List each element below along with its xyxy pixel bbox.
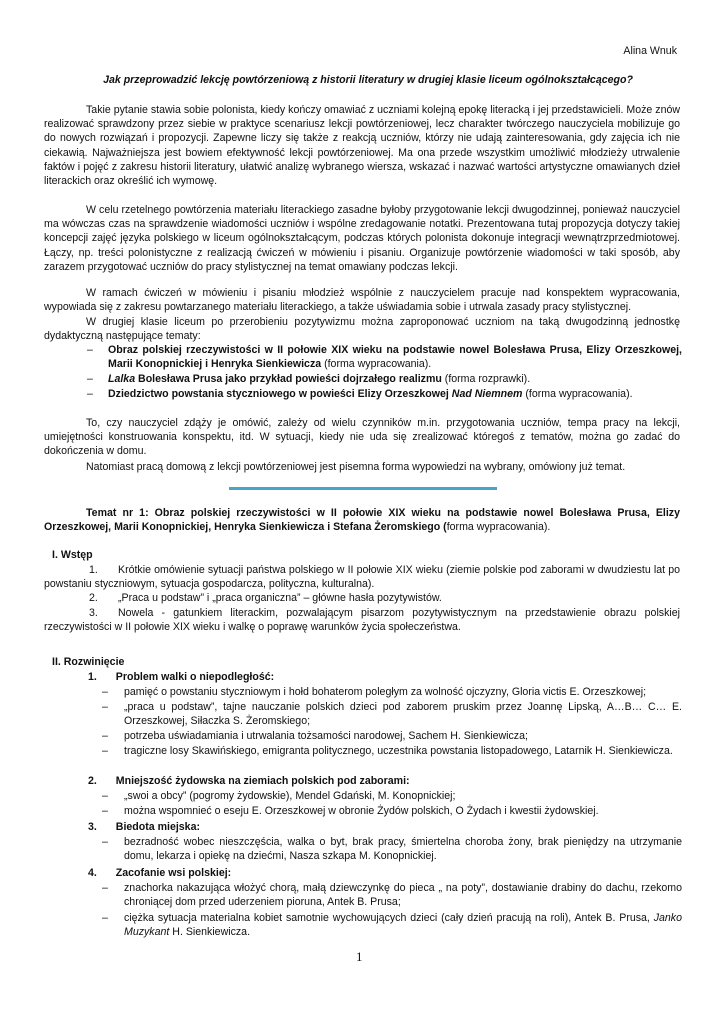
item-text: bezradność wobec nieszczęścia, walka o byt, brak pracy, śmiertelna choroba żony, brak pieniędzy na utrzymanie domu, lekarza i opiekę na dziećmi, Nasza szkapa M. Konopnickiej. [124, 836, 682, 863]
section-4-item-1 [102, 881, 682, 909]
intro-item-3 [44, 606, 680, 634]
topic-2-title: Bolesława Prusa jako przykład powieści dojrzałego realizmu [135, 373, 442, 385]
intro-item-number: 1. [89, 564, 98, 576]
intro-paragraph-2: W celu rzetelnego powtórzenia materiału literackiego zasadne byłoby przygotowanie lekcji dwugodzinnej, ponieważ nauczyciel ma wówczas czas na sprawdzenie wiadomości uczniów i wspólne zredagowanie notatki. Prezentowana tutaj propozycja dotyczy takiej koncepcji zajęć języka polskiego w liceum ogólnokształcącym, podczas których polonista dokonuje integracji wewnątrzprzedmiotowej. Łączy, np. treści polonistyczne z realizacją ćwiczeń w mówieniu i pisaniu. Organizuje powtórzenie wiadomości w taki sposób, aby zarazem przygotować uczniów do pracy stylistycznej na temat omawiany podczas lekcji. [44, 204, 680, 273]
section-1-heading [88, 670, 274, 684]
dash-bullet: – [102, 882, 108, 894]
section-divider [229, 487, 497, 490]
topic-1-title: Obraz polskiej rzeczywistości w II połowie XIX wieku na podstawie nowel Bolesława Prusa, Elizy Orzeszkowej, Marii Konopnickiej i Henryka Sienkiewicza [108, 344, 682, 371]
topic-3-book: Nad Niemnem [451, 388, 523, 400]
section-title: Mniejszość żydowska na ziemiach polskich pod zaborami: [115, 775, 410, 787]
item-text: potrzeba uświadamiania i utrwalania tożsamości narodowej, Sachem H. Sienkiewicza; [124, 730, 528, 742]
section-1-item-4 [102, 744, 682, 758]
page-number: 1 [356, 949, 363, 964]
section-number: 3. [88, 821, 97, 833]
section-3-item-1 [102, 835, 682, 863]
document-title: Jak przeprowadzić lekcję powtórzeniową z historii literatury w drugiej klasie liceum ogólnokształcącego? [103, 74, 633, 86]
topic-item-2 [87, 372, 682, 386]
topic-1-form: (forma wypracowania). [321, 358, 432, 371]
topic-3-form: (forma wypracowania). [522, 388, 633, 400]
section-1-item-3 [102, 729, 682, 743]
section-2-item-1 [102, 789, 682, 803]
topic-2-book: Lalka [108, 373, 136, 385]
topic-1-heading-bold: Temat nr 1: Obraz polskiej rzeczywistości w II połowie XIX wieku na podstawie nowel Bolesława Prusa, Elizy Orzeszkowej, Marii Konopnickiej, Henryka Sienkiewicza i Stefana Żeromskiego ( [44, 507, 680, 534]
item-text: pamięć o powstaniu styczniowym i hołd bohaterom poległym za wolność ojczyzny, Gloria victis E. Orzeszkowej; [124, 686, 647, 698]
paragraph-6: Natomiast pracą domową z lekcji powtórzeniowej jest pisemna forma wypowiedzi na wybrany, omówiony już temat. [86, 461, 626, 473]
section-4-item-2 [102, 911, 682, 939]
topic-item-1 [87, 343, 682, 371]
dash-bullet: – [102, 790, 108, 802]
item-text: „swoi a obcy” (pogromy żydowskie), Mendel Gdański, M. Konopnickiej; [124, 790, 456, 802]
section-3-heading [88, 820, 200, 834]
dash-bullet: – [102, 686, 108, 698]
intro-item-text: Krótkie omówienie sytuacji państwa polskiego w II połowie XIX wieku (ziemie polskie pod zaborami w dwudziestu lat po powstaniu styczniowym, sytuacja gospodarcza, polityczna, kulturalna). [44, 564, 680, 591]
dash-bullet: – [102, 805, 108, 817]
section-title: Problem walki o niepodległość: [115, 671, 275, 683]
section-2-heading [88, 774, 410, 788]
section-number: 2. [88, 775, 97, 787]
topic-3-title: Dziedzictwo powstania styczniowego w powieści Elizy Orzeszkowej [108, 388, 452, 400]
item-text: można wspomnieć o eseju E. Orzeszkowej w obronie Żydów polskich, O Żydach i kwestii żydowskiej. [124, 805, 599, 817]
item-text: „praca u podstaw”, tajne nauczanie polskich dzieci pod zaborem pruskim przez Joannę Lipską, A…B… C… E. Orzeszkowej, Siłaczka S. Żeromskiego; [124, 701, 682, 728]
intro-paragraph-4: W drugiej klasie liceum po przerobieniu pozytywizmu można zaproponować uczniom na taką dwugodzinną jednostkę dydaktyczną następujące tematy: [44, 316, 680, 343]
topic-1-heading-form: forma wypracowania). [446, 521, 551, 534]
section-2-item-2 [102, 804, 682, 818]
development-heading: II. Rozwinięcie [52, 656, 125, 668]
topic-1-heading [44, 506, 680, 534]
dash-bullet: – [102, 912, 108, 924]
dash-bullet: – [87, 344, 93, 356]
section-number: 4. [88, 867, 97, 879]
intro-item-text: „Praca u podstaw” i „praca organiczna” – główne hasła pozytywistów. [118, 592, 442, 605]
paragraph-5: To, czy nauczyciel zdąży je omówić, zależy od wielu czynników m.in. przygotowania uczniów, tempa pracy na lekcji, umiejętności konstruowania konspektu, itd. W sytuacji, kiedy nie uda się zrealizować któregoś z tematów, można go zadać do dokończenia w domu. [44, 417, 680, 458]
dash-bullet: – [102, 745, 108, 757]
intro-items [44, 563, 680, 634]
dash-bullet: – [102, 730, 108, 742]
item-text: ciężka sytuacja materialna kobiet samotnie wychowujących dzieci (cały dzień pracują na roli), Antek B. Prusa, [124, 912, 650, 924]
intro-heading: I. Wstęp [52, 549, 93, 561]
item-text: H. Sienkiewicza. [172, 926, 251, 939]
section-number: 1. [88, 671, 97, 683]
section-1-item-1 [102, 685, 682, 699]
intro-paragraph-3: W ramach ćwiczeń w mówieniu i pisaniu młodzież wspólnie z nauczycielem pracuje nad konspektem wypracowania, wypowiada się z zakresu powtarzanego materiału literackiego, a także uświadamia sobie i utrwala zasady pracy stylistycznej. [44, 287, 680, 314]
dash-bullet: – [102, 701, 108, 713]
section-1-item-2 [102, 700, 682, 728]
intro-item-text: Nowela - gatunkiem literackim, pozwalającym pisarzom pozytywistycznym na przedstawienie obrazu polskiej rzeczywistości w II połowie XIX wieku i walkę o poprawę warunków życia społeczeństwa. [44, 606, 680, 633]
section-title: Zacofanie wsi polskiej: [115, 867, 232, 879]
item-text: tragiczne losy Skawińskiego, emigranta politycznego, uczestnika powstania listopadowego, Latarnik H. Sienkiewicza. [124, 745, 673, 757]
author-name: Alina Wnuk [623, 45, 677, 57]
item-text: znachorka nakazująca włożyć chorą, małą dziewczynkę do pieca „ na poty”, dostawianie drabiny do dachu, rzekomo chroniącej dom przed uderzeniem pioruna, Antek B. Prusa; [124, 882, 682, 909]
janko-muzykant-title: Janko Muzykant [124, 912, 682, 939]
intro-item-1 [44, 563, 680, 591]
dash-bullet: – [102, 836, 108, 848]
intro-item-number: 2. [89, 592, 98, 605]
dash-bullet: – [87, 388, 93, 400]
topic-item-3 [87, 387, 682, 401]
intro-item-2 [44, 591, 680, 605]
intro-paragraph-1: Takie pytanie stawia sobie polonista, kiedy kończy omawiać z uczniami kolejną epokę literacką i jej przedstawicieli. Może znów realizować sprawdzony przez siebie w praktyce scenariusz lekcji powtórzeniowej, lecz charakter twórczego nauczyciela mobilizuje go do nowych rozwiązań i propozycji. Zapewne liczy się także z reakcją uczniów, którzy nie udają zainteresowania, gdy zajęcia ich nie ciekawią. Najważniejsza jest bowiem efektywność lekcji powtórzeniowej. Ma ona przede wszystkim umożliwić młodzieży utrwalenie faktów i pojęć z zakresu historii literatury, ułatwić analizę wybranego wiersza, wskazać i nazwać wartości artystyczne omawianych dzieł literackich oraz określić ich wymowę. [44, 104, 680, 188]
section-4-heading [88, 866, 231, 880]
topic-2-form: (forma rozprawki). [441, 373, 531, 385]
section-title: Biedota miejska: [115, 821, 200, 833]
dash-bullet: – [87, 373, 93, 385]
intro-item-number: 3. [89, 606, 98, 619]
